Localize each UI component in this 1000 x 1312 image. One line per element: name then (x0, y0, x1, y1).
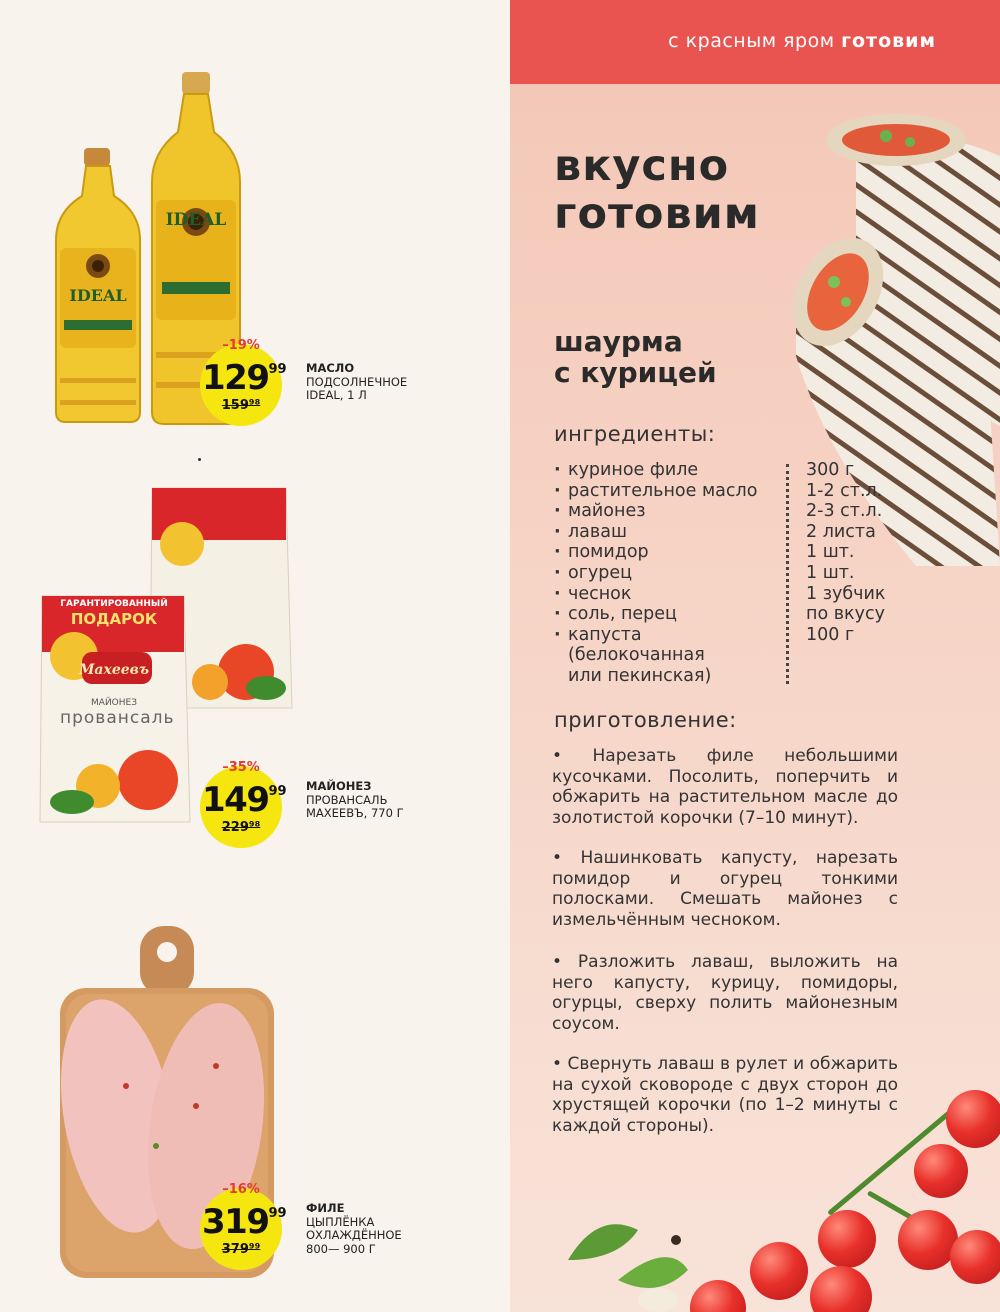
discount-label: –16% (222, 1182, 260, 1197)
ingredients-list (554, 460, 794, 687)
old-price: 159⁹⁸ (221, 398, 261, 413)
ingredient-item: · огурец (554, 563, 794, 584)
recipe-column (510, 0, 1000, 1312)
old-price: 379⁹⁹ (221, 1242, 261, 1257)
ingredient-item: · лаваш (554, 522, 794, 543)
ingredients-heading: ингредиенты: (554, 422, 716, 446)
page-title: вкусно готовим (554, 141, 760, 239)
quantity-item: 1 шт. (806, 562, 855, 583)
product-label-chicken: ФИЛЕ ЦЫПЛЁНКА ОХЛАЖДЁННОЕ 800— 900 Г (306, 1201, 402, 1256)
old-price: 229⁹⁸ (221, 820, 261, 835)
price-value: $319^{99}$ (202, 1202, 287, 1242)
price-value: $149^{99}$ (202, 780, 287, 820)
quantity-item: 300 г (806, 460, 855, 480)
preparation-step: • Свернуть лаваш в рулет и обжарить на сухой сковороде с двух сторон до хрустящей корочки (по 1–2 минуты с каждой стороны). (552, 1054, 898, 1137)
quantities-list (806, 460, 885, 645)
ingredient-item: · соль, перец (554, 604, 794, 625)
ingredient-item: · чеснок (554, 584, 794, 605)
ingredient-item: · куриное филе (554, 460, 794, 481)
quantity-item: 1 зубчик (806, 583, 886, 604)
discount-label: –35% (222, 760, 260, 775)
mayo-pack-name: провансаль (60, 708, 175, 728)
decorative-dot (198, 458, 201, 461)
header-bar (510, 0, 1000, 84)
recipe-title: шаурма с курицей (554, 325, 717, 389)
header-slogan: с красным яром готовим (668, 30, 936, 52)
discount-label: –19% (222, 338, 260, 353)
quantity-item: по вкусу (806, 604, 885, 625)
ingredient-item: · помидор (554, 542, 794, 563)
dotted-divider (786, 464, 789, 684)
preparation-heading: приготовление: (554, 708, 737, 732)
ingredient-item: · растительное масло (554, 481, 794, 502)
mayo-pack-sub: МАЙОНЕЗ (91, 698, 137, 708)
preparation-step: • Нашинковать капусту, нарезать помидор и огурец тонкими полосками. Смешать майонез с измельчённым чесноком. (552, 848, 898, 931)
price-value: $129^{99}$ (202, 358, 287, 398)
quantity-item: 1-2 ст.л. (806, 480, 883, 501)
oil-brand-label-back: IDEAL (165, 210, 227, 230)
quantity-item: 1 шт. (806, 542, 855, 563)
quantity-item: 100 г (806, 624, 855, 645)
mayo-pack-top-text: ГАРАНТИРОВАННЫЙ ПОДАРОК (60, 599, 168, 628)
preparation-step: • Разложить лаваш, выложить на него капусту, курицу, помидоры, огурцы, сверху полить майонезным соусом. (552, 952, 898, 1035)
price-badge-mayo (200, 760, 287, 848)
ingredient-item: · капуста (белокочанная или пекинская) (554, 625, 738, 687)
quantity-item: 2 листа (806, 521, 876, 542)
product-label-mayo: МАЙОНЕЗ ПРОВАНСАЛЬ МАХЕЕВЪ, 770 Г (306, 779, 404, 820)
product-label-oil: МАСЛО ПОДСОЛНЕЧНОЕ IDEAL, 1 Л (306, 361, 408, 402)
ingredient-item: · майонез (554, 501, 794, 522)
quantity-item: 2-3 ст.л. (806, 501, 883, 522)
price-badge-chicken (200, 1182, 287, 1270)
price-badge-oil (200, 338, 287, 426)
mayo-brand-label: Махеевъ (78, 662, 150, 678)
oil-brand-label-front: IDEAL (69, 286, 127, 305)
tomatoes-image (510, 1070, 1000, 1312)
preparation-step: • Нарезать филе небольшими кусочками. Посолить, поперчить и обжарить на растительном масле до золотистой корочки (7–10 минут). (552, 746, 898, 829)
